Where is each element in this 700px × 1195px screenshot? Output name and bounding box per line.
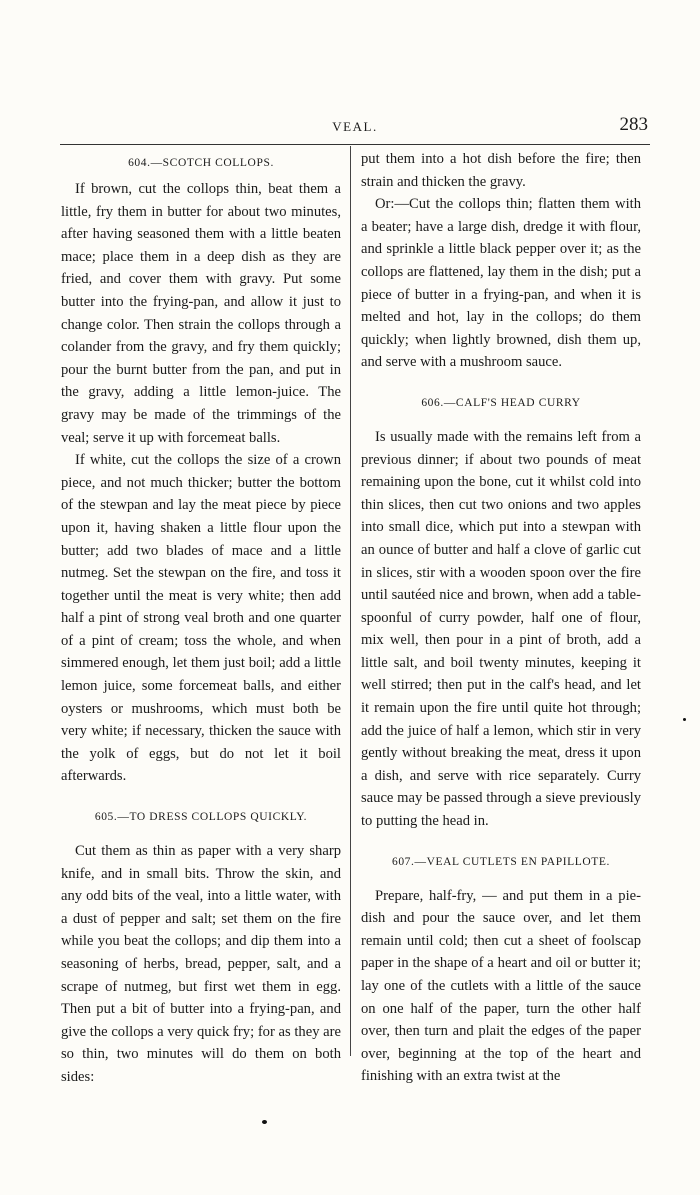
right-column bbox=[361, 148, 641, 1088]
recipe-605-alternative: Or:—Cut the collops thin; flatten them with a beater; have a large dish, dredge it with flour, and sprinkle a little black pepper over it; as the collops are flattened, lay them in the dish; put a piece of butter in a frying-pan, and when it is melted and hot, lay in the collops; do them quickly; when lightly browned, dish them up, and serve with a mushroom sauce. bbox=[361, 196, 641, 371]
recipe-605-heading: 605.—TO DRESS COLLOPS QUICKLY. bbox=[94, 811, 308, 824]
recipe-605-continued: put them into a hot dish before the fire; then strain and thicken the gravy. bbox=[361, 151, 641, 190]
recipe-604-heading: 604.—SCOTCH COLLOPS. bbox=[128, 157, 274, 169]
column-divider bbox=[350, 146, 351, 1056]
recipe-604-paragraph-2: If white, cut the collops the size of a crown piece, and not much thicker; butter the bottom of the stewpan and lay the meat piece by piece upon it, having shaken a little flour upon the butter; add two blades of mace and a little nutmeg. Set the stewpan on the fire, and toss it together until the meat is very white; then add half a pint of strong veal broth and one quarter of a pint of cream; toss the whole, and when simmered enough, let them just boil; add a little lemon juice, some forcemeat balls, and either oysters or mushrooms, which must both be very white; if necessary, thicken the sauce with the yolk of eggs, but do not let it boil afterwards. bbox=[61, 452, 341, 785]
running-head bbox=[60, 114, 650, 141]
recipe-604-paragraph-1: If brown, cut the collops thin, beat them a little, fry them in butter for about two minutes, after having seasoned them with a little beaten mace; place them in a deep dish as they are fried, and cover them with gravy. Put some butter into the frying-pan, and allow it just to change color. Then strain the collops through a colander from the gravy, and fry them quickly; pour the burnt butter from the pan, and put in the gravy, adding a little lemon-juice. The gravy may be made of the trimmings of the veal; serve it up with forcemeat balls. bbox=[61, 181, 341, 446]
left-column bbox=[61, 148, 341, 1089]
recipe-606-paragraph-1: Is usually made with the remains left from a previous dinner; if about two pounds of meat remaining upon the bone, cut it whilst cold into thin slices, then cut two onions and two apples into small dice, which put into a stewpan with an ounce of butter and half a clove of garlic cut in slices, stir with a wooden spoon over the fire until sautéed nice and brown, when add a table-spoonful of curry powder, half one of flour, mix well, then pour in a pint of broth, add a little salt, and boil twenty minutes, keeping it well stirred; then put in the calf's head, and let it remain upon the fire until quite hot through; add the juice of half a lemon, which stir in very gently without breaking the meat, dress it upon a dish, and serve with rice separately. Curry sauce may be passed through a sieve previously to putting the head in. bbox=[361, 428, 641, 830]
header-rule bbox=[60, 144, 650, 145]
recipe-607-paragraph-1: Prepare, half-fry, — and put them in a pie-dish and pour the sauce over, and let them remain until cold; then cut a sheet of foolscap paper in the shape of a heart and oil or butter it; lay one of the cutlets with a little of the sauce on one half of the paper, turn the other half over, then turn and plait the edges of the paper over, beginning at the top of the heart and finishing with an extra twist at the bbox=[361, 887, 641, 1085]
page-number: 283 bbox=[619, 114, 648, 135]
ink-speck bbox=[683, 718, 686, 721]
recipe-605-paragraph-1: Cut them as thin as paper with a very sharp knife, and in small bits. Throw the skin, and any odd bits of the veal, into a little water, with a dust of pepper and salt; set them on the fire while you beat the collops; and dip them into a seasoning of herbs, bread, pepper, salt, and a scrape of nutmeg, but first wet them in egg. Then put a bit of butter into a frying-pan, and give the collops a very quick fry; for as they are so thin, two minutes will do them on both sides: bbox=[61, 843, 341, 1085]
recipe-606-heading: 606.—CALF'S HEAD CURRY bbox=[421, 396, 581, 409]
ink-speck bbox=[262, 1120, 267, 1124]
recipe-607-heading: 607.—VEAL CUTLETS EN PAPILLOTE. bbox=[391, 855, 611, 868]
running-head-title: VEAL. bbox=[332, 119, 378, 134]
